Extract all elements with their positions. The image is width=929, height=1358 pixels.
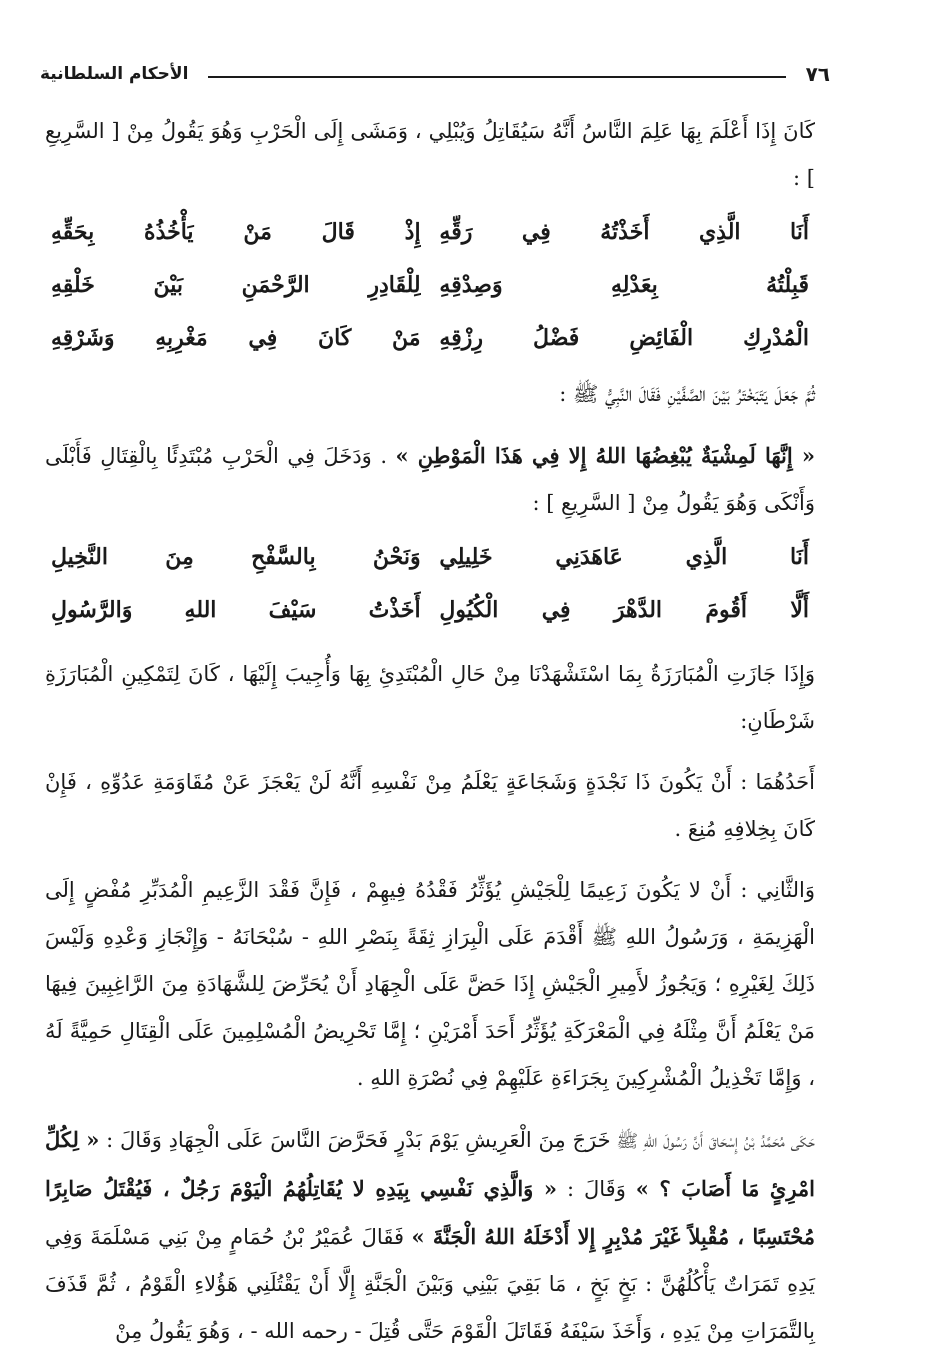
paragraph-7-text-c: فَقَالَ عُمَيْرُ بْنُ حُمَامٍ مِنْ بَنِي مَسْلَمَةَ وَفِي يَدِهِ تَمَرَاتٌ يَأْكُلُهُنَّ : بَخٍ بَخٍ ، مَا بَقِيَ بَيْنِي وَبَيْنَ الْجَنَّةِ إِلَّا أَنْ يَقْتُلَنِي هَؤُلاءِ الْقَوْمُ ، ثُمَّ قَذَفَ بِالتَّمَرَاتِ مِنْ يَدِهِ ، وَأَخَذَ سَيْفَهُ فَقَاتَلَ الْقَوْمَ حَتَّى قُتِلَ - رحمه الله - ، وَهُوَ يَقُولُ مِنْ (45, 1225, 815, 1343)
verse-first-hemistich: أَلَّا أَقُومَ الدَّهْرَ فِي الْكُيُولِ (439, 597, 809, 623)
verse-second-hemistich: إِذْ قَالَ مَنْ يَأْخُذُهُ بِحَقِّهِ (51, 219, 421, 245)
verse-first-hemistich: أَنَا الَّذِي أَخَذْتُهُ فِي رَقِّهِ (439, 219, 809, 245)
hadith-quote: « إِنَّهَا لَمِشْيَةٌ يُبْغِضُهَا اللهُ إِلا فِي هَذَا الْمَوْطِنِ » (395, 443, 815, 468)
verse-second-hemistich: لِلْقَادِرِ الرَّحْمَنِ بَيْنَ خَلْقِهِ (51, 272, 421, 298)
page-header (40, 62, 830, 96)
paragraph-7-text-a: خَرَجَ مِنَ الْعَرِيشِ يَوْمَ بَدْرٍ فَحَرَّضَ النَّاسَ عَلَى الْجِهَادِ وَقَالَ : (99, 1128, 611, 1152)
verse-second-hemistich: أَخَذْتُ سَيْفَ اللهِ وَالرَّسُولِ (51, 597, 421, 623)
poem-verse (45, 531, 815, 584)
poem-verse (45, 259, 815, 312)
header-rule (208, 76, 786, 78)
narration-chain: حَكَى مُحَمَّدُ بْنُ إِسْحَاقَ أَنَّ رَسُولَ اللهِ ﷺ (610, 1131, 815, 1152)
verse-first-hemistich: أَنَا الَّذِي عَاهَدَنِي خَلِيلِي (439, 544, 809, 570)
poem-verse (45, 312, 815, 365)
verse-second-hemistich: مَنْ كَانَ فِي مَغْرِبِهِ وَشَرْقِهِ (51, 325, 421, 351)
paragraph-7-text-b: وَقَالَ : (557, 1177, 636, 1201)
paragraph-2: ثُمَّ جَعَلَ يَتَبَخْتَرُ بَيْنَ الصَّفَّيْنِ فَقَالَ النَّبِيُّ ﷺ : (559, 382, 815, 406)
paragraph-4: وَإِذَا جَازَتِ الْمُبَارَزَةُ بِمَا اسْتَشْهَدْنَا مِنْ حَالِ الْمُبْتَدِئِ بِهَا وَأُجِيبَ إِلَيْهَا ، كَانَ لِتَمْكِينِ الْمُبَارَزَةِ شَرْطَانِ: (45, 662, 815, 733)
verse-first-hemistich: الْمُدْرِكِ الْفَائِضِ فَضْلُ رِزْقِهِ (439, 325, 809, 351)
poem-2 (45, 531, 815, 637)
paragraph-1: كَانَ إِذَا أَعْلَمَ بِهَا عَلِمَ النَّاسُ أَنَّهُ سَيُقَاتِلُ وَيُبْلِي ، وَمَشَى إِلَى الْحَرْبِ وَهُوَ يَقُولُ مِنْ [ السَّرِيعِ ] : (45, 119, 815, 190)
book-title: الأحكام السلطانية (40, 64, 189, 84)
paragraph-3-text: . وَدَخَلَ فِي الْحَرْبِ مُبْتَدِئًا بِالْقِتَالِ فَأَبْلَى وَأَنْكَى وَهُوَ يَقُولُ مِنْ [ السَّرِيعِ ] : (45, 444, 815, 515)
verse-second-hemistich: وَنَحْنُ بِالسَّفْحِ مِنَ النَّخِيلِ (51, 544, 421, 570)
verse-first-hemistich: قَبِلْتُهُ بِعَدْلِهِ وَصِدْقِهِ (439, 272, 809, 298)
paragraph-7 (45, 1116, 815, 1355)
paragraph-6: وَالثَّانِي : أَنْ لا يَكُونَ زَعِيمًا لِلْجَيْشِ يُؤَثِّرُ فَقْدُهُ فِيهِمْ ، فَإِنَّ فَقْدَ الزَّعِيمِ الْمُدَبِّرِ مُفْضٍ إِلَى الْهَزِيمَةِ ، وَرَسُولُ اللهِ ﷺ أَقْدَمَ عَلَى الْبِرَازِ ثِقَةً بِنَصْرِ اللهِ - سُبْحَانَهُ - وَإِنْجَازِ وَعْدِهِ وَلَيْسَ ذَلِكَ لِغَيْرِهِ ؛ وَيَجُوزُ لأَمِيرِ الْجَيْشِ إِذَا حَضَّ عَلَى الْجِهَادِ أَنْ يُحَرِّضَ لِلشَّهَادَةِ مِنَ الرَّاغِبِينَ فِيهَا مَنْ يَعْلَمُ أَنَّ مِثْلَهُ فِي الْمَعْرَكَةِ يُؤَثِّرُ أَحَدَ أَمْرَيْنِ ؛ إِمَّا تَحْرِيضُ الْمُسْلِمِينَ عَلَى الْقِتَالِ حَمِيَّةً لَهُ ، وَإِمَّا تَخْذِيلُ الْمُشْرِكِينَ بِجَرَاءَةِ عَلَيْهِمْ فِي نُصْرَةِ اللهِ . (45, 878, 815, 1090)
paragraph-3 (45, 432, 815, 527)
poem-verse (45, 584, 815, 637)
page-body (45, 108, 815, 1355)
hadith-quote: « لِكُلِّ امْرِئٍ مَا أَصَابَ ؟ » (45, 1127, 816, 1201)
page-number: ٧٦ (805, 62, 830, 86)
hadith-quote: « وَالَّذِي نَفْسِي بِيَدِهِ لا يُقَاتِلُهُمُ الْيَوْمَ رَجُلٌ ، فَيُقْتَلُ صَابِرًا مُحْتَسِبًا ، مُقْبِلاً غَيْرَ مُدْبِرٍ إِلا أَدْخَلَهُ اللهُ الْجَنَّةَ » (45, 1176, 815, 1249)
poem-verse (45, 206, 815, 259)
poem-1 (45, 206, 815, 365)
paragraph-5: أَحَدُهُمَا : أَنْ يَكُونَ ذَا نَجْدَةٍ وَشَجَاعَةٍ يَعْلَمُ مِنْ نَفْسِهِ أَنَّهُ لَنْ يَعْجَزَ عَنْ مُقَاوَمَةِ عَدُوِّهِ ، فَإِنْ كَانَ بِخِلافِهِ مُنِعَ . (45, 770, 815, 841)
